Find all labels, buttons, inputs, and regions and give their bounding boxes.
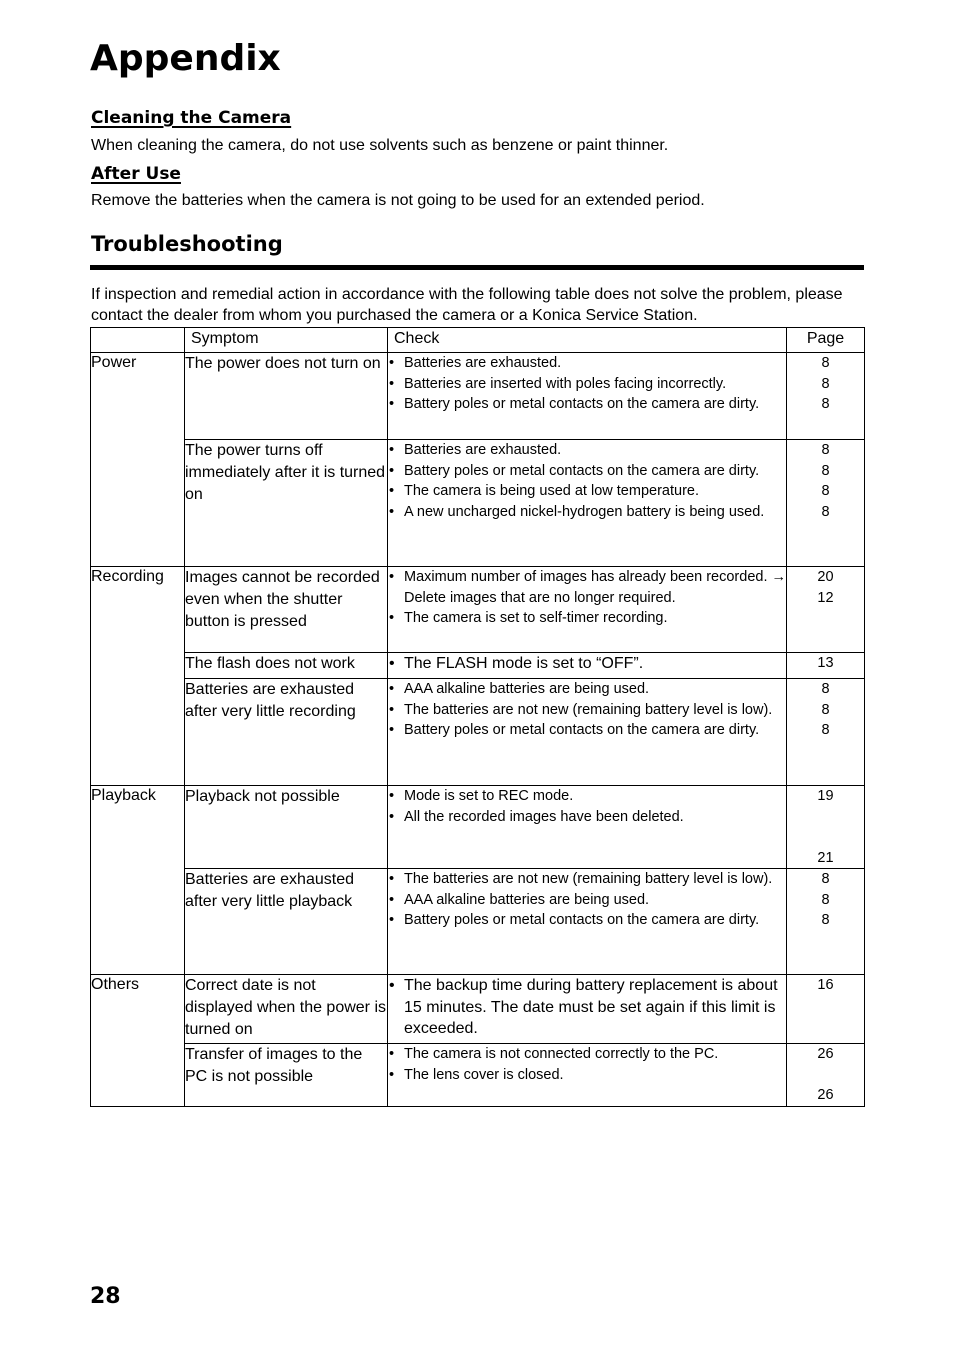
check-item: • Battery poles or metal contacts on the camera are dirty. <box>388 720 786 741</box>
check-list <box>388 679 786 741</box>
page-title: Appendix <box>90 38 281 79</box>
header-check: Check <box>388 328 787 353</box>
table-row <box>91 353 865 440</box>
page-ref: 12 <box>817 589 834 606</box>
check-list <box>388 786 786 827</box>
page-cell <box>787 786 865 869</box>
table-row <box>91 567 865 653</box>
category-cell: Playback <box>91 786 185 975</box>
symptom-cell: Batteries are exhausted after very little playback <box>185 869 388 975</box>
category-cell: Power <box>91 353 185 567</box>
page-ref: 8 <box>821 396 830 412</box>
page-ref: 8 <box>821 355 830 371</box>
page-ref: 8 <box>821 681 830 697</box>
check-item: • Battery poles or metal contacts on the camera are dirty. <box>388 394 786 415</box>
table-row <box>91 975 865 1044</box>
page-ref: 26 <box>817 1087 834 1103</box>
page-ref: 8 <box>821 375 830 392</box>
page-spacer <box>787 1065 864 1086</box>
symptom-cell: Transfer of images to the PC is not possible <box>185 1044 388 1107</box>
table-row <box>91 869 865 975</box>
table-row <box>91 679 865 786</box>
table-body <box>91 353 865 1107</box>
check-item: • The backup time during battery replacement is about 15 minutes. The date must be set again if this limit is exceeded. <box>388 975 786 1040</box>
check-cell <box>388 567 787 653</box>
check-cell <box>388 353 787 440</box>
check-item: • Batteries are exhausted. <box>388 353 786 374</box>
check-list <box>388 975 786 1040</box>
check-item: • Batteries are exhausted. <box>388 440 786 461</box>
page-cell <box>787 869 865 975</box>
page-ref: 19 <box>817 788 834 804</box>
check-cell <box>388 679 787 786</box>
check-list <box>388 567 786 629</box>
page-cell <box>787 567 865 653</box>
page-spacer <box>787 807 864 828</box>
check-cell <box>388 440 787 567</box>
check-cell <box>388 975 787 1044</box>
symptom-cell: The power turns off immediately after it is turned on <box>185 440 388 567</box>
page-cell <box>787 353 865 440</box>
page-cell <box>787 1044 865 1107</box>
category-cell: Recording <box>91 567 185 786</box>
check-list <box>388 653 786 675</box>
symptom-cell: Images cannot be recorded even when the shutter button is pressed <box>185 567 388 653</box>
table-row <box>91 440 865 567</box>
check-item: • All the recorded images have been deleted. <box>388 807 786 828</box>
page-cell <box>787 679 865 786</box>
check-item: • Batteries are inserted with poles facing incorrectly. <box>388 374 786 395</box>
symptom-cell: Playback not possible <box>185 786 388 869</box>
check-item: • The camera is being used at low temperature. <box>388 481 786 502</box>
header-page: Page <box>787 328 865 353</box>
after-use-heading: After Use <box>91 164 181 184</box>
page-cell <box>787 975 865 1044</box>
page-ref: 8 <box>821 503 830 520</box>
header-symptom: Symptom <box>185 328 388 353</box>
check-item: • The camera is not connected correctly to the PC. <box>388 1044 786 1065</box>
page-number: 28 <box>90 1284 121 1309</box>
page-ref: 26 <box>817 1046 834 1062</box>
category-cell: Others <box>91 975 185 1107</box>
page-ref: 13 <box>817 655 834 671</box>
page-spacer <box>787 827 864 848</box>
header-category <box>91 328 185 353</box>
symptom-cell: The power does not turn on <box>185 353 388 440</box>
table-row <box>91 1044 865 1107</box>
page-ref: 8 <box>821 722 830 738</box>
check-list <box>388 1044 786 1085</box>
check-list <box>388 869 786 931</box>
page-cell <box>787 653 865 679</box>
troubleshooting-intro: If inspection and remedial action in accordance with the following table does not solve the problem, please contact the dealer from whom you purchased the camera or a Konica Service Station. <box>91 286 843 324</box>
table-header-row <box>91 328 865 353</box>
troubleshooting-heading: Troubleshooting <box>91 232 283 256</box>
check-cell <box>388 869 787 975</box>
page-ref: 21 <box>817 849 834 866</box>
check-item: • The batteries are not new (remaining battery level is low). <box>388 869 786 890</box>
page-ref: 8 <box>821 891 830 908</box>
check-item: • Maximum number of images has already been recorded. → Delete images that are no longer required. <box>388 567 786 608</box>
page-ref: 8 <box>821 701 830 718</box>
symptom-cell: Correct date is not displayed when the power is turned on <box>185 975 388 1044</box>
check-item: • The batteries are not new (remaining battery level is low). <box>388 700 786 721</box>
check-item: • AAA alkaline batteries are being used. <box>388 890 786 911</box>
symptom-cell: The flash does not work <box>185 653 388 679</box>
check-item: • Mode is set to REC mode. <box>388 786 786 807</box>
check-cell <box>388 653 787 679</box>
page-ref: 20 <box>817 569 834 585</box>
cleaning-heading: Cleaning the Camera <box>91 108 292 128</box>
check-item: • AAA alkaline batteries are being used. <box>388 679 786 700</box>
check-item: • Battery poles or metal contacts on the camera are dirty. <box>388 461 786 482</box>
section-divider <box>90 265 864 270</box>
check-item: • Battery poles or metal contacts on the camera are dirty. <box>388 910 786 931</box>
page-ref: 8 <box>821 483 830 499</box>
cleaning-text: When cleaning the camera, do not use solvents such as benzene or paint thinner. <box>91 137 669 154</box>
page-cell <box>787 440 865 567</box>
after-use-text: Remove the batteries when the camera is not going to be used for an extended period. <box>91 192 705 209</box>
troubleshooting-table <box>90 327 865 1107</box>
table-row <box>91 653 865 679</box>
table-row <box>91 786 865 869</box>
check-item: • A new uncharged nickel-hydrogen battery is being used. <box>388 502 786 523</box>
check-item: • The camera is set to self-timer recording. <box>388 608 786 629</box>
page-ref: 8 <box>821 912 830 928</box>
check-list <box>388 440 786 522</box>
check-list <box>388 353 786 415</box>
check-cell <box>388 1044 787 1107</box>
check-item: • The FLASH mode is set to “OFF”. <box>388 653 786 675</box>
page-ref: 8 <box>821 871 830 887</box>
page-ref: 16 <box>817 977 834 993</box>
page-ref: 8 <box>821 462 830 479</box>
check-cell <box>388 786 787 869</box>
page-ref: 8 <box>821 442 830 458</box>
check-item: • The lens cover is closed. <box>388 1065 786 1086</box>
symptom-cell: Batteries are exhausted after very little recording <box>185 679 388 786</box>
